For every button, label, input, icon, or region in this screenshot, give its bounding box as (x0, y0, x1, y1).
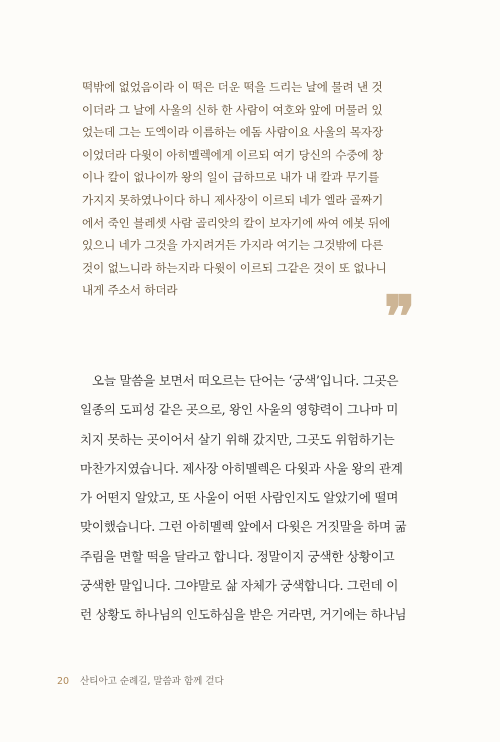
quote-line: 가지지 못하였나이다 하니 제사장이 이르되 네가 엘라 골짜기 (82, 192, 383, 207)
body-line: 런 상황도 하나님의 인도하심을 받은 거라면, 거기에는 하나님 (80, 607, 407, 623)
quote-line: 었는데 그는 도엑이라 이름하는 에돔 사람이요 사울의 목자장 (82, 125, 383, 140)
running-title: 산티아고 순례길, 말씀과 함께 걷다 (80, 676, 224, 687)
body-line: 궁색한 말입니다. 그야말로 삶 자체가 궁색합니다. 그런데 이 (80, 578, 399, 594)
body-line: 주림을 면할 떡을 달라고 합니다. 정말이지 궁색한 상황이고 (80, 548, 395, 564)
body-line: 가 어떤지 알았고, 또 사울이 어떤 사람인지도 알았기에 떨며 (80, 490, 399, 506)
body-line: 치지 못하는 곳이어서 살기 위해 갔지만, 그곳도 위험하기는 (80, 431, 395, 447)
body-line: 일종의 도피성 같은 곳으로, 왕인 사울의 영향력이 그나마 미 (80, 402, 399, 418)
quote-line: 이나 칼이 없나이까 왕의 일이 급하므로 내가 내 칼과 무기를 (82, 170, 380, 185)
body-line: 맞이했습니다. 그런 아히멜렉 앞에서 다윗은 거짓말을 하며 굶 (80, 519, 407, 535)
body-line: 오늘 말씀을 보면서 떠오르는 단어는 ‘궁색’입니다. 그곳은 (92, 373, 399, 388)
quote-line: 떡밖에 없었음이라 이 떡은 더운 떡을 드리는 날에 물려 낸 것 (82, 80, 383, 94)
quote-line: 내게 주소서 하더라 (82, 283, 178, 298)
quote-line: 있으니 네가 그것을 가지려거든 가지라 여기는 그것밖에 다른 (82, 238, 383, 253)
closing-quote-mark-icon: ❞ (384, 283, 410, 351)
body-paragraph (80, 366, 425, 630)
scripture-quote (82, 76, 427, 302)
body-line: 마찬가지였습니다. 제사장 아히멜렉은 다윗과 사울 왕의 관계 (80, 460, 403, 476)
quote-line: 이었더라 다윗이 아히멜렉에게 이르되 여기 당신의 수중에 창 (82, 147, 383, 162)
quote-line: 이더라 그 날에 사울의 신하 한 사람이 여호와 앞에 머물러 있 (82, 102, 383, 117)
page-number: 20 (57, 676, 70, 687)
page-footer (57, 673, 224, 687)
quote-line: 에서 죽인 블레셋 사람 골리앗의 칼이 보자기에 싸여 에봇 뒤에 (82, 215, 391, 230)
quote-line: 것이 없느니라 하는지라 다윗이 이르되 그같은 것이 또 없나니 (82, 260, 387, 275)
